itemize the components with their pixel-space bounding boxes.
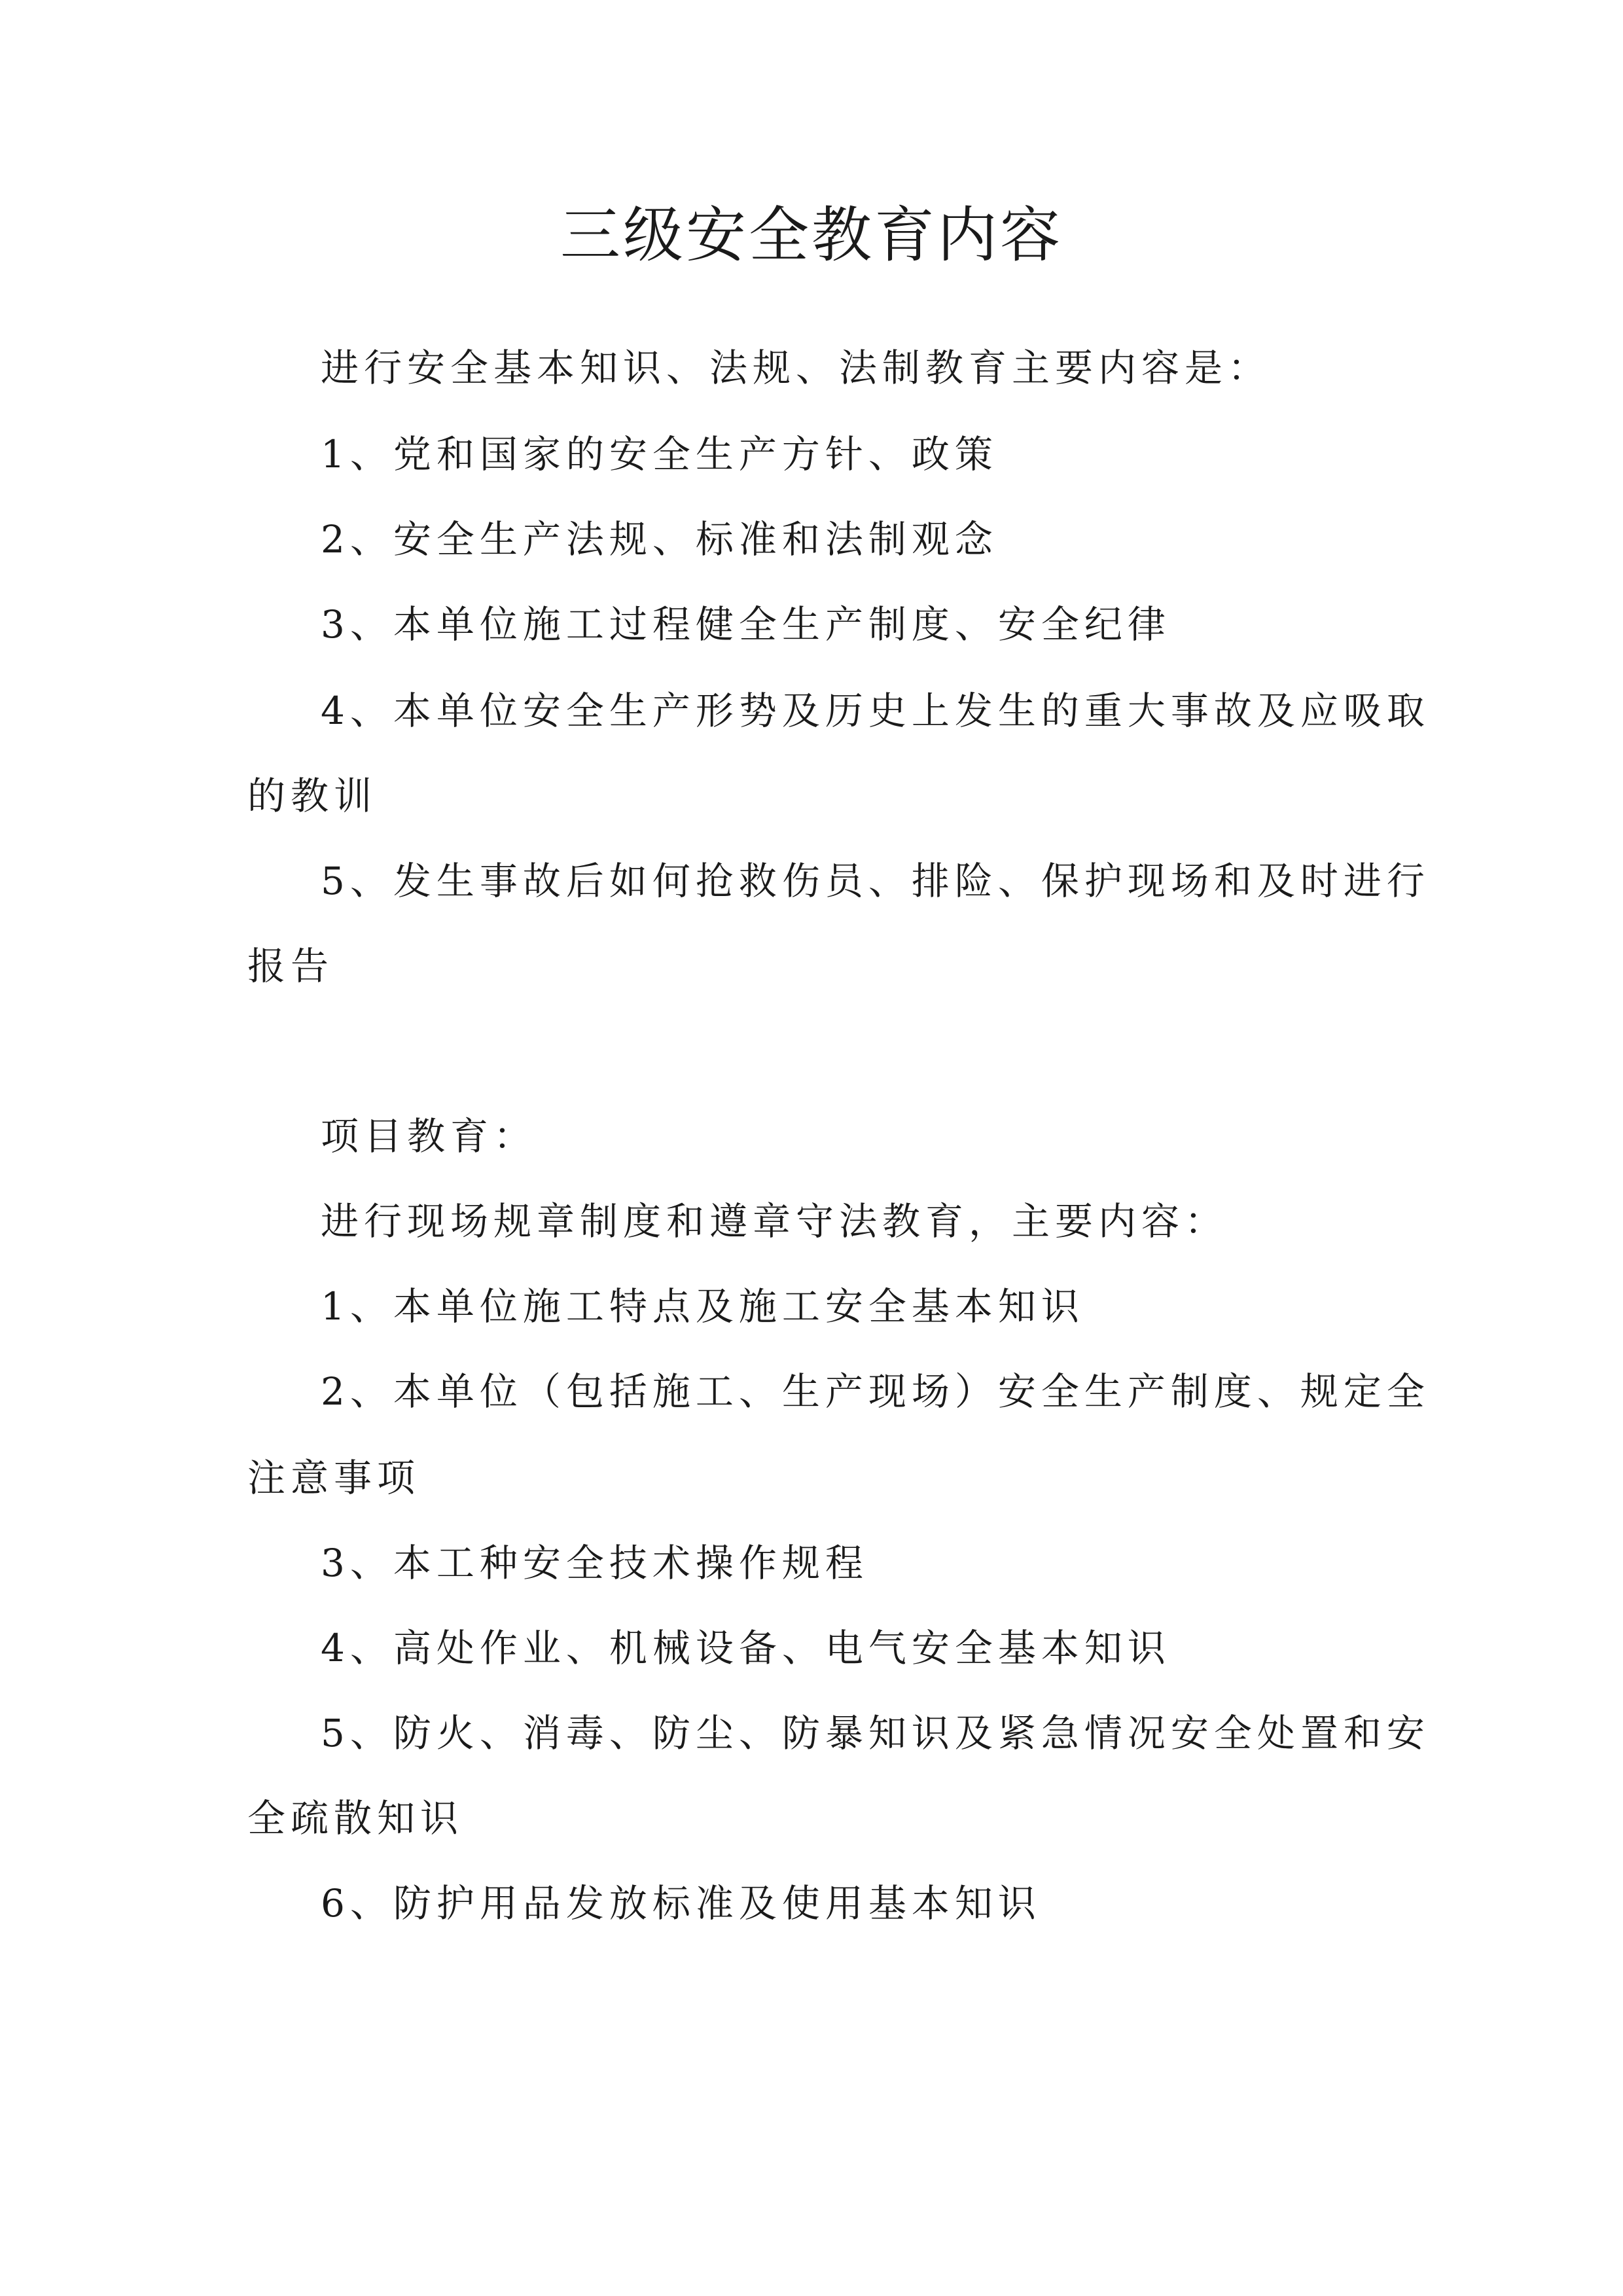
- section1-item-2: 2、安全生产法规、标准和法制观念: [321, 517, 998, 562]
- section1-item-3: 3、本单位施工过程健全生产制度、安全纪律: [321, 602, 1171, 647]
- section2-item-5: 5、防火、消毒、防尘、防暴知识及紧急情况安全处置和安: [321, 1711, 1430, 1755]
- section2-heading: 项目教育：: [321, 1114, 537, 1158]
- section1-intro: 进行安全基本知识、法规、法制教育主要内容是：: [321, 346, 1272, 390]
- page-title: 三级安全教育内容: [560, 200, 1063, 270]
- section1-item-4-continued: 的教训: [247, 774, 378, 818]
- section1-item-1: 1、党和国家的安全生产方针、政策: [321, 432, 998, 476]
- section1-item-5: 5、发生事故后如何抢救伤员、排险、保护现场和及时进行: [321, 859, 1430, 903]
- section2-item-6: 6、防护用品发放标准及使用基本知识: [321, 1881, 1041, 1926]
- section2-item-1: 1、本单位施工特点及施工安全基本知识: [321, 1284, 1084, 1329]
- section2-item-2-continued: 注意事项: [247, 1456, 421, 1500]
- section2-intro: 进行现场规章制度和遵章守法教育，主要内容：: [321, 1199, 1228, 1244]
- section1-item-4: 4、本单位安全生产形势及历史上发生的重大事故及应吸取: [321, 689, 1430, 733]
- section1-item-5-continued: 报告: [247, 944, 334, 988]
- section2-item-2: 2、本单位（包括施工、生产现场）安全生产制度、规定全: [321, 1369, 1430, 1414]
- section2-item-3: 3、本工种安全技术操作规程: [321, 1541, 868, 1585]
- section2-item-4: 4、高处作业、机械设备、电气安全基本知识: [321, 1626, 1171, 1670]
- section2-item-5-continued: 全疏散知识: [247, 1796, 464, 1840]
